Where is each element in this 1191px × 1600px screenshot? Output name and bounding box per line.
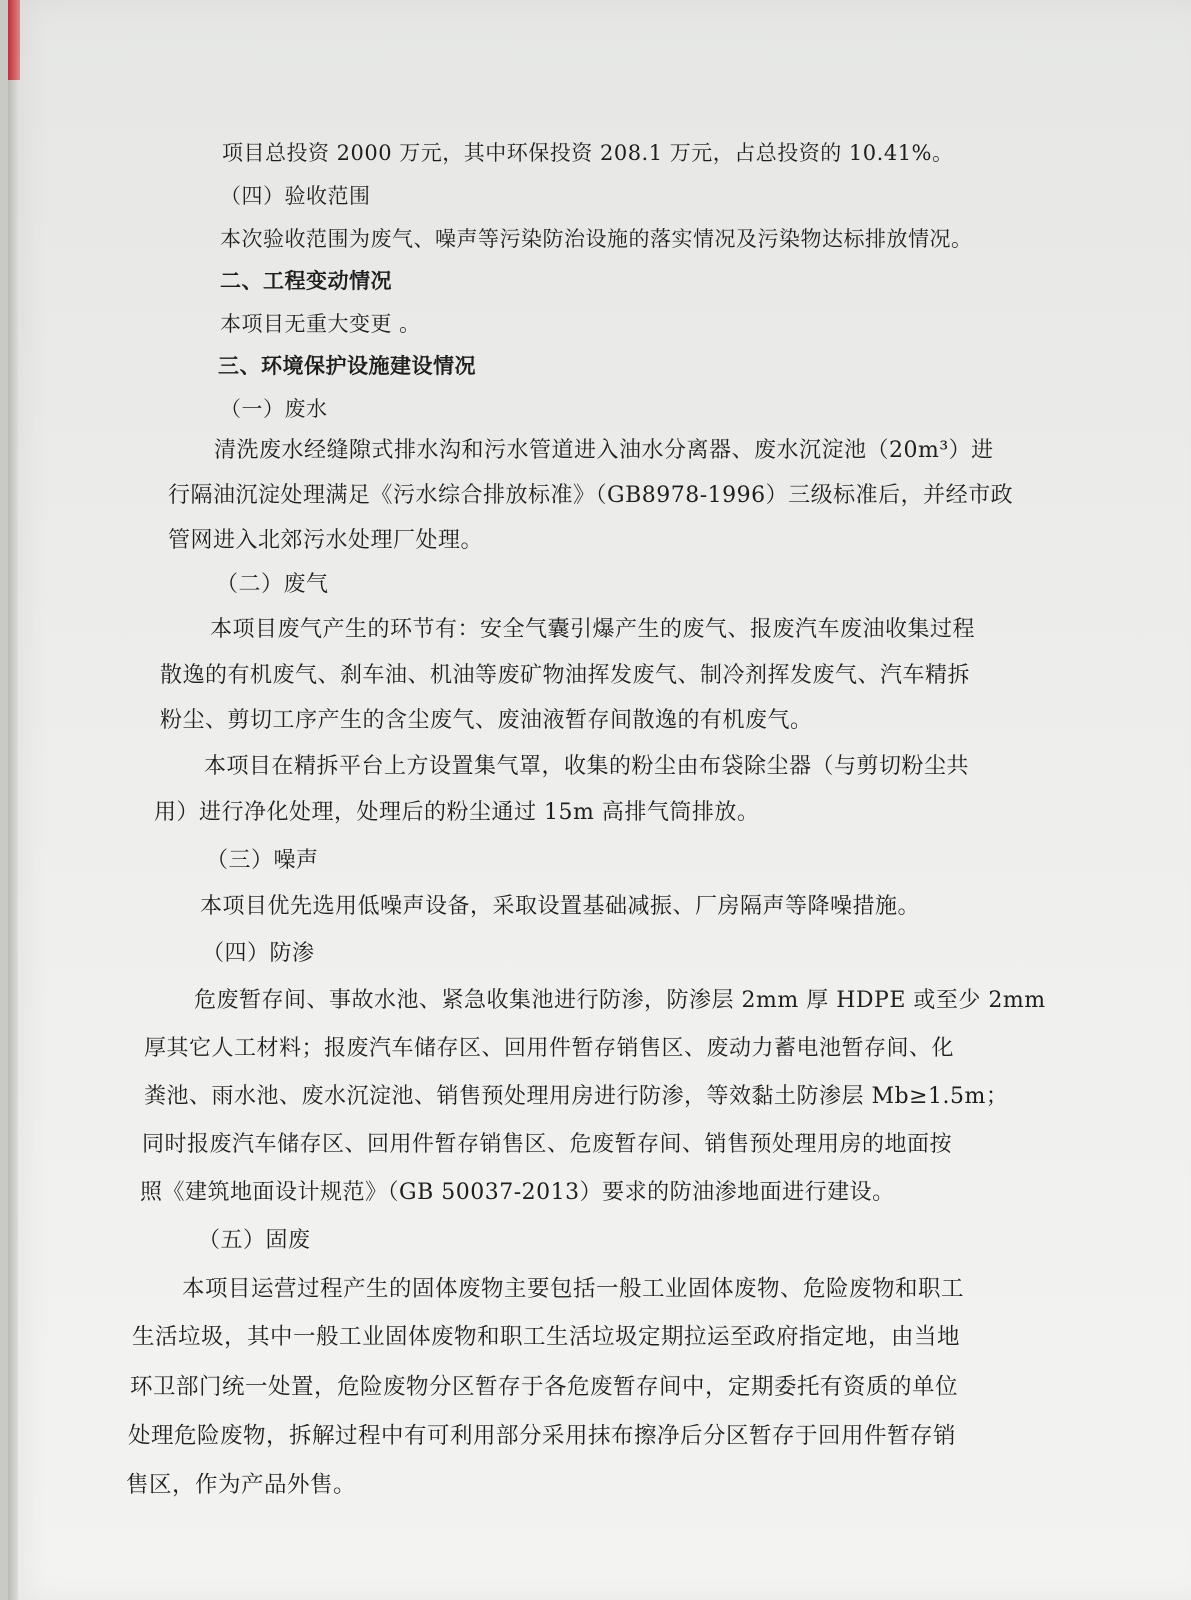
subheading-exhaust-gas: （二）废气 bbox=[216, 572, 329, 597]
subheading-seepage: （四）防渗 bbox=[202, 941, 315, 966]
document-page bbox=[8, 0, 1191, 1600]
text-line-seepage-5: 照《建筑地面设计规范》（GB 50037-2013）要求的防油渗地面进行建设。 bbox=[140, 1180, 895, 1205]
text-line-seepage-4: 同时报废汽车储存区、回用件暂存销售区、危废暂存间、销售预处理用房的地面按 bbox=[142, 1132, 953, 1157]
subheading-wastewater: （一）废水 bbox=[220, 397, 328, 421]
page-shadow bbox=[8, 0, 18, 1600]
text-line-seepage-1: 危废暂存间、事故水池、紧急收集池进行防渗，防渗层 2mm 厚 HDPE 或至少 2mm bbox=[194, 988, 1046, 1013]
text-line-waste-5: 售区，作为产品外售。 bbox=[126, 1472, 357, 1498]
heading-engineering-changes: 二、工程变动情况 bbox=[220, 268, 392, 293]
text-line-waste-3: 环卫部门统一处置，危险废物分区暂存于各危废暂存间中，定期委托有资质的单位 bbox=[130, 1374, 959, 1400]
text-line-noise: 本项目优先选用低噪声设备，采取设置基础减振、厂房隔声等降噪措施。 bbox=[200, 894, 921, 919]
text-line-wastewater-2: 行隔油沉淀处理满足《污水综合排放标准》（GB8978-1996）三级标准后，并经市政 bbox=[168, 483, 1014, 508]
text-line-wastewater-1: 清洗废水经缝隙式排水沟和污水管道进入油水分离器、废水沉淀池（20m³）进 bbox=[214, 438, 994, 463]
text-line-wastewater-3: 管网进入北郊污水处理厂处理。 bbox=[168, 528, 484, 553]
subheading-noise: （三）噪声 bbox=[206, 848, 319, 873]
text-line-waste-4: 处理危险废物，拆解过程中有可利用部分采用抹布擦净后分区暂存于回用件暂存销 bbox=[128, 1423, 957, 1449]
subheading-acceptance-scope: （四）验收范围 bbox=[220, 184, 371, 208]
subheading-solid-waste: （五）固废 bbox=[198, 1228, 311, 1253]
text-line-investment: 项目总投资 2000 万元，其中环保投资 208.1 万元，占总投资的 10.41%。 bbox=[222, 141, 954, 165]
heading-env-protection: 三、环境保护设施建设情况 bbox=[218, 353, 476, 378]
text-line-gas-2: 散逸的有机废气、刹车油、机油等废矿物油挥发废气、制冷剂挥发废气、汽车精拆 bbox=[160, 663, 971, 688]
text-line-gas-5: 用）进行净化处理，处理后的粉尘通过 15m 高排气筒排放。 bbox=[154, 800, 760, 825]
red-cover-edge bbox=[8, 0, 20, 80]
text-line-gas-1: 本项目废气产生的环节有：安全气囊引爆产生的废气、报废汽车废油收集过程 bbox=[210, 617, 976, 642]
text-line-waste-2: 生活垃圾，其中一般工业固体废物和职工生活垃圾定期拉运至政府指定地，由当地 bbox=[132, 1324, 961, 1350]
text-line-gas-4: 本项目在精拆平台上方设置集气罩，收集的粉尘由布袋除尘器（与剪切粉尘共 bbox=[204, 754, 970, 779]
text-line-scope: 本次验收范围为废气、噪声等污染防治设施的落实情况及污染物达标排放情况。 bbox=[220, 227, 973, 251]
text-line-seepage-3: 粪池、雨水池、废水沉淀池、销售预处理用房进行防渗，等效黏土防渗层 Mb≥1.5m； bbox=[144, 1084, 1009, 1109]
text-line-gas-3: 粉尘、剪切工序产生的含尘废气、废油液暂存间散逸的有机废气。 bbox=[160, 708, 813, 733]
text-line-seepage-2: 厚其它人工材料；报废汽车储存区、回用件暂存销售区、废动力蓄电池暂存间、化 bbox=[144, 1036, 955, 1061]
text-line-waste-1: 本项目运营过程产生的固体废物主要包括一般工业固体废物、危险废物和职工 bbox=[182, 1276, 965, 1302]
text-line-no-changes: 本项目无重大变更 。 bbox=[220, 312, 421, 336]
